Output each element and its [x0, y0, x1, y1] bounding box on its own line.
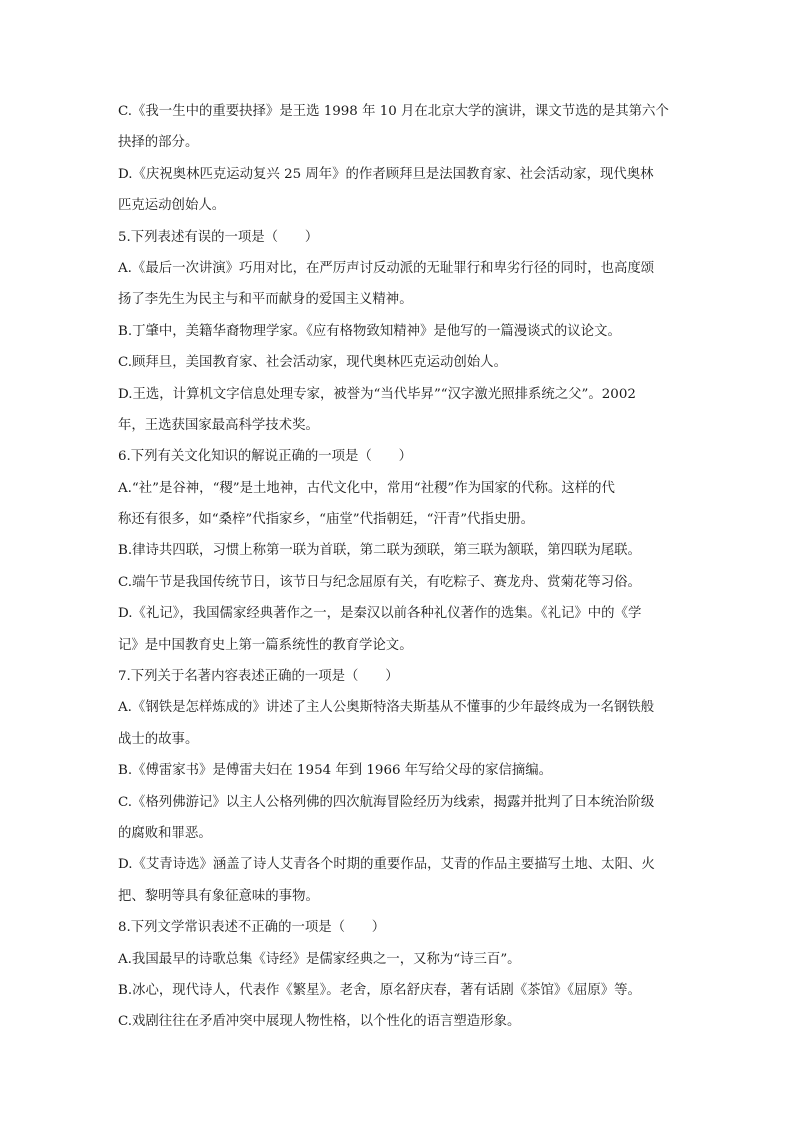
- text-line: B.律诗共四联，习惯上称第一联为首联，第二联为颈联，第三联为颔联，第四联为尾联。: [118, 543, 641, 559]
- text-line: 扬了李先生为民主与和平而献身的爱国主义精神。: [118, 292, 413, 308]
- text-line: 抉择的部分。: [118, 135, 199, 151]
- text-line: A.“社”是谷神，“稷”是土地神，古代文化中，常用“社稷”作为国家的代称。这样的代: [118, 480, 615, 496]
- text-line: B.《傅雷家书》是傅雷夫妇在 1954 年到 1966 年写给父母的家信摘编。: [118, 763, 553, 779]
- text-line: D.王选，计算机文字信息处理专家，被誉为“当代毕昇”“汉字激光照排系统之父”。2002: [118, 386, 636, 402]
- text-line: C.戏剧往往在矛盾冲突中展现人物性格，以个性化的语言塑造形象。: [118, 1014, 521, 1030]
- text-line: A.《最后一次讲演》巧用对比，在严厉声讨反动派的无耻罪行和卑劣行径的同时，也高度颂: [118, 260, 655, 276]
- text-line: C.《我一生中的重要抉择》是王选 1998 年 10 月在北京大学的演讲，课文节选的是其第六个: [118, 104, 669, 119]
- text-line: D.《礼记》，我国儒家经典著作之一，是秦汉以前各种礼仪著作的选集。《礼记》中的《学: [118, 606, 642, 622]
- question-5-stem: 5.下列表述有误的一项是（ ）: [118, 229, 319, 245]
- text-line: 称还有很多，如“桑梓”代指家乡，“庙堂”代指朝廷，“汗青”代指史册。: [118, 512, 535, 528]
- text-line: C.顾拜旦，美国教育家、社会活动家，现代奥林匹克运动创始人。: [118, 355, 507, 371]
- question-7-stem: 7.下列关于名著内容表述正确的一项是（ ）: [118, 669, 399, 685]
- text-line: D.《庆祝奥林匹克运动复兴 25 周年》的作者顾拜旦是法国教育家、社会活动家，现代奥林: [118, 166, 654, 182]
- question-6-stem: 6.下列有关文化知识的解说正确的一项是（ ）: [118, 449, 412, 465]
- text-line: D.《艾青诗选》涵盖了诗人艾青各个时期的重要作品，艾青的作品主要描写土地、太阳、火: [118, 857, 655, 873]
- text-line: 把、黎明等具有象征意味的事物。: [118, 888, 319, 904]
- text-line: 匹克运动创始人。: [118, 198, 226, 214]
- text-line: 记》是中国教育史上第一篇系统性的教育学论文。: [118, 637, 413, 653]
- text-line: A.我国最早的诗歌总集《诗经》是儒家经典之一，又称为“诗三百”。: [118, 951, 521, 967]
- question-8-stem: 8.下列文学常识表述不正确的一项是（ ）: [118, 920, 386, 936]
- text-line: B.冰心，现代诗人，代表作《繁星》。老舍，原名舒庆春，著有话剧《茶馆》《屈原》等。: [118, 982, 641, 998]
- text-line: A.《钢铁是怎样炼成的》讲述了主人公奥斯特洛夫斯基从不懂事的少年最终成为一名钢铁般: [118, 700, 655, 716]
- text-line: C.《格列佛游记》以主人公格列佛的四次航海冒险经历为线索，揭露并批判了日本统治阶级: [118, 794, 655, 810]
- text-line: C.端午节是我国传统节日，该节日与纪念屈原有关，有吃粽子、赛龙舟、赏菊花等习俗。: [118, 574, 641, 590]
- text-line: 年，王选获国家最高科学技术奖。: [118, 417, 319, 433]
- text-line: 战士的故事。: [118, 731, 199, 747]
- text-line: B.丁肇中，美籍华裔物理学家。《应有格物致知精神》是他写的一篇漫谈式的议论文。: [118, 323, 621, 339]
- text-line: 的腐败和罪恶。: [118, 825, 212, 841]
- document-page: [118, 96, 676, 1038]
